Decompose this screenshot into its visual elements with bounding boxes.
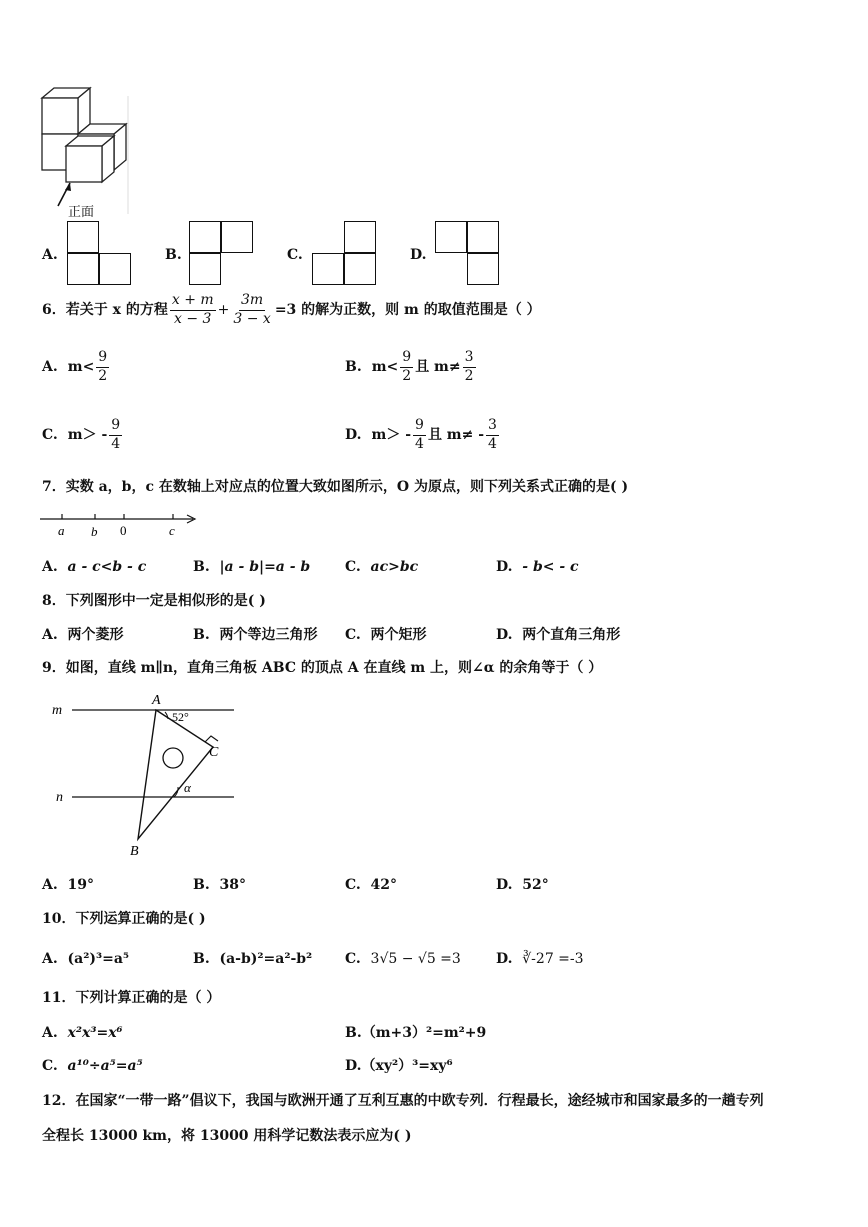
- q6-option-d-label: D.: [345, 427, 362, 443]
- label: B.: [193, 877, 210, 893]
- label: D.: [496, 877, 513, 893]
- q6-option-b-fraction-2: [463, 349, 476, 385]
- denominator: 4: [488, 435, 497, 452]
- q5-option-b-label: B.: [165, 247, 182, 263]
- q6-option-d: [345, 416, 501, 454]
- q6-option-d-mid: 且 m≠ -: [427, 427, 485, 443]
- q10-option-c: [345, 952, 461, 966]
- text: （m+3）²=m²+9: [361, 1025, 487, 1041]
- q6-option-d-fraction: [413, 417, 426, 453]
- vertex-c-label: C: [209, 745, 219, 760]
- q8-option-b: [193, 628, 317, 642]
- q5-option-c-label: C.: [287, 247, 303, 263]
- text: 两个直角三角形: [522, 627, 621, 643]
- text: 两个等边三角形: [219, 627, 318, 643]
- q11-option-b: [345, 1026, 486, 1040]
- text: ∛-27 =-3: [522, 951, 584, 967]
- front-label: 正面: [68, 205, 95, 220]
- q7-option-d: [496, 560, 579, 574]
- denominator: 4: [415, 435, 424, 452]
- q9-option-b: [193, 878, 246, 892]
- q6-stem: [42, 292, 541, 328]
- label: D.: [496, 627, 513, 643]
- label: C.: [345, 951, 361, 967]
- label: A.: [42, 559, 58, 575]
- cube-figure: [38, 86, 133, 218]
- numerator: 3: [486, 417, 499, 436]
- q9-option-a: [42, 878, 94, 892]
- q10-option-a: [42, 952, 129, 966]
- q6-option-c: [42, 416, 124, 454]
- q8-option-d: [496, 628, 620, 642]
- q6-prefix: 6．若关于 x 的方程: [42, 302, 168, 318]
- q5-option-d-label: D.: [410, 247, 427, 263]
- q6-option-b: [345, 348, 478, 386]
- text: x²x³=x⁶: [67, 1025, 123, 1041]
- text: 52°: [522, 877, 549, 893]
- denominator: 2: [464, 367, 474, 384]
- line-n-label: n: [56, 790, 63, 805]
- q6-option-a-fraction: [96, 349, 109, 385]
- q6-option-a-label: A.: [42, 359, 58, 375]
- vertex-a-label: A: [152, 693, 161, 708]
- q8-stem: 8．下列图形中一定是相似形的是( ): [42, 593, 266, 609]
- label: D.: [345, 1058, 362, 1074]
- line-m-label: m: [52, 703, 63, 718]
- q8-option-a: [42, 628, 124, 642]
- q6-option-c-fraction: [109, 417, 122, 453]
- q10-stem: 10．下列运算正确的是( ): [42, 911, 206, 927]
- q9-option-c: [345, 878, 397, 892]
- label: C.: [42, 1058, 58, 1074]
- label: B.: [193, 627, 210, 643]
- label: C.: [345, 559, 361, 575]
- q12-line-2: 全程长 13000 km，将 13000 用科学记数法表示应为( ): [42, 1128, 412, 1144]
- text: 42°: [370, 877, 398, 893]
- q5-option-a-label: A.: [42, 247, 58, 263]
- text: 两个菱形: [67, 627, 124, 643]
- text: 两个矩形: [370, 627, 427, 643]
- denominator: 2: [402, 367, 412, 384]
- q10-option-b: [193, 952, 312, 966]
- label: A.: [42, 951, 58, 967]
- q6-option-b-label: B.: [345, 359, 362, 375]
- text: 19°: [67, 877, 94, 893]
- angle-52-label: 52°: [172, 710, 189, 724]
- q6-frac1-numerator: x + m: [170, 292, 216, 311]
- axis-label-c: c: [169, 523, 175, 538]
- q6-fraction-1: [170, 292, 216, 328]
- denominator: 4: [111, 435, 121, 452]
- q6-option-b-fraction: [400, 349, 413, 385]
- axis-label-a: a: [58, 523, 65, 538]
- q7-option-b: [193, 560, 310, 574]
- q5-option-c-figure: [312, 221, 378, 287]
- q11-option-c: [42, 1059, 143, 1073]
- label: C.: [345, 877, 361, 893]
- numerator: 9: [400, 349, 413, 368]
- q8-option-c: [345, 628, 427, 642]
- q11-option-a: [42, 1026, 123, 1040]
- text: ac>bc: [370, 559, 419, 575]
- angle-alpha-label: α: [184, 780, 191, 795]
- q6-option-d-pre: m＞ -: [371, 427, 412, 443]
- q9-option-d: [496, 878, 549, 892]
- q6-frac2-numerator: 3m: [239, 292, 265, 311]
- text: （xy²）³=xy⁶: [361, 1058, 453, 1074]
- text: (a²)³=a⁵: [67, 951, 130, 967]
- q10-option-d: [496, 952, 584, 966]
- stacked-cubes-drawing: [38, 86, 133, 218]
- q6-frac2-denominator: 3 − x: [233, 310, 271, 327]
- q7-number-line: [38, 506, 203, 540]
- q7-option-a: [42, 560, 146, 574]
- numerator: 9: [109, 417, 122, 436]
- q11-stem: 11．下列计算正确的是（ ）: [42, 990, 221, 1006]
- label: B.: [345, 1025, 362, 1041]
- q6-option-c-pre: m＞ -: [67, 427, 108, 443]
- text: - b< - c: [522, 559, 579, 575]
- label: A.: [42, 877, 58, 893]
- q5-option-a-figure: [67, 221, 133, 287]
- q6-fraction-2: [231, 292, 272, 328]
- denominator: 2: [98, 367, 108, 384]
- q7-option-c: [345, 560, 418, 574]
- axis-label-0: 0: [120, 523, 127, 538]
- q6-option-a-pre: m<: [67, 359, 95, 375]
- label: A.: [42, 1025, 58, 1041]
- q6-option-a: [42, 348, 111, 386]
- q11-option-d: [345, 1059, 453, 1073]
- label: B.: [193, 951, 210, 967]
- q5-option-d-figure: [435, 221, 501, 287]
- q6-option-b-pre: m<: [371, 359, 399, 375]
- numerator: 3: [463, 349, 476, 368]
- text: 38°: [219, 877, 246, 893]
- q6-option-b-mid: 且 m≠: [415, 359, 461, 375]
- label: A.: [42, 627, 58, 643]
- q12-line-1: 12．在国家“一带一路”倡议下，我国与欧洲开通了互利互惠的中欧专列．行程最长，途经城市和国家最多的一趟专列: [42, 1093, 764, 1109]
- vertex-b-label: B: [130, 844, 139, 859]
- text: |a - b|=a - b: [219, 559, 311, 575]
- q7-stem: 7．实数 a，b，c 在数轴上对应点的位置大致如图所示，O 为原点，则下列关系式正确的是( ): [42, 479, 629, 495]
- text: a - c<b - c: [67, 559, 147, 575]
- q9-stem: 9．如图，直线 m∥n，直角三角板 ABC 的顶点 A 在直线 m 上，则∠α 的余角等于（ ）: [42, 660, 603, 676]
- label: B.: [193, 559, 210, 575]
- q9-figure: [48, 690, 248, 862]
- q6-option-d-fraction-2: [486, 417, 499, 453]
- text: (a-b)²=a²-b²: [219, 951, 313, 967]
- label: D.: [496, 951, 513, 967]
- label: D.: [496, 559, 513, 575]
- axis-label-b: b: [91, 524, 98, 539]
- label: C.: [345, 627, 361, 643]
- q6-option-c-label: C.: [42, 427, 58, 443]
- text: a¹⁰÷a⁵=a⁵: [67, 1058, 143, 1074]
- q6-suffix: =3 的解为正数，则 m 的取值范围是（ ）: [274, 302, 541, 318]
- numerator: 9: [96, 349, 109, 368]
- text: 3√5 − √5 =3: [370, 951, 461, 967]
- q6-plus: +: [217, 302, 230, 318]
- numerator: 9: [413, 417, 426, 436]
- q6-frac1-denominator: x − 3: [174, 310, 212, 327]
- q5-option-b-figure: [189, 221, 255, 287]
